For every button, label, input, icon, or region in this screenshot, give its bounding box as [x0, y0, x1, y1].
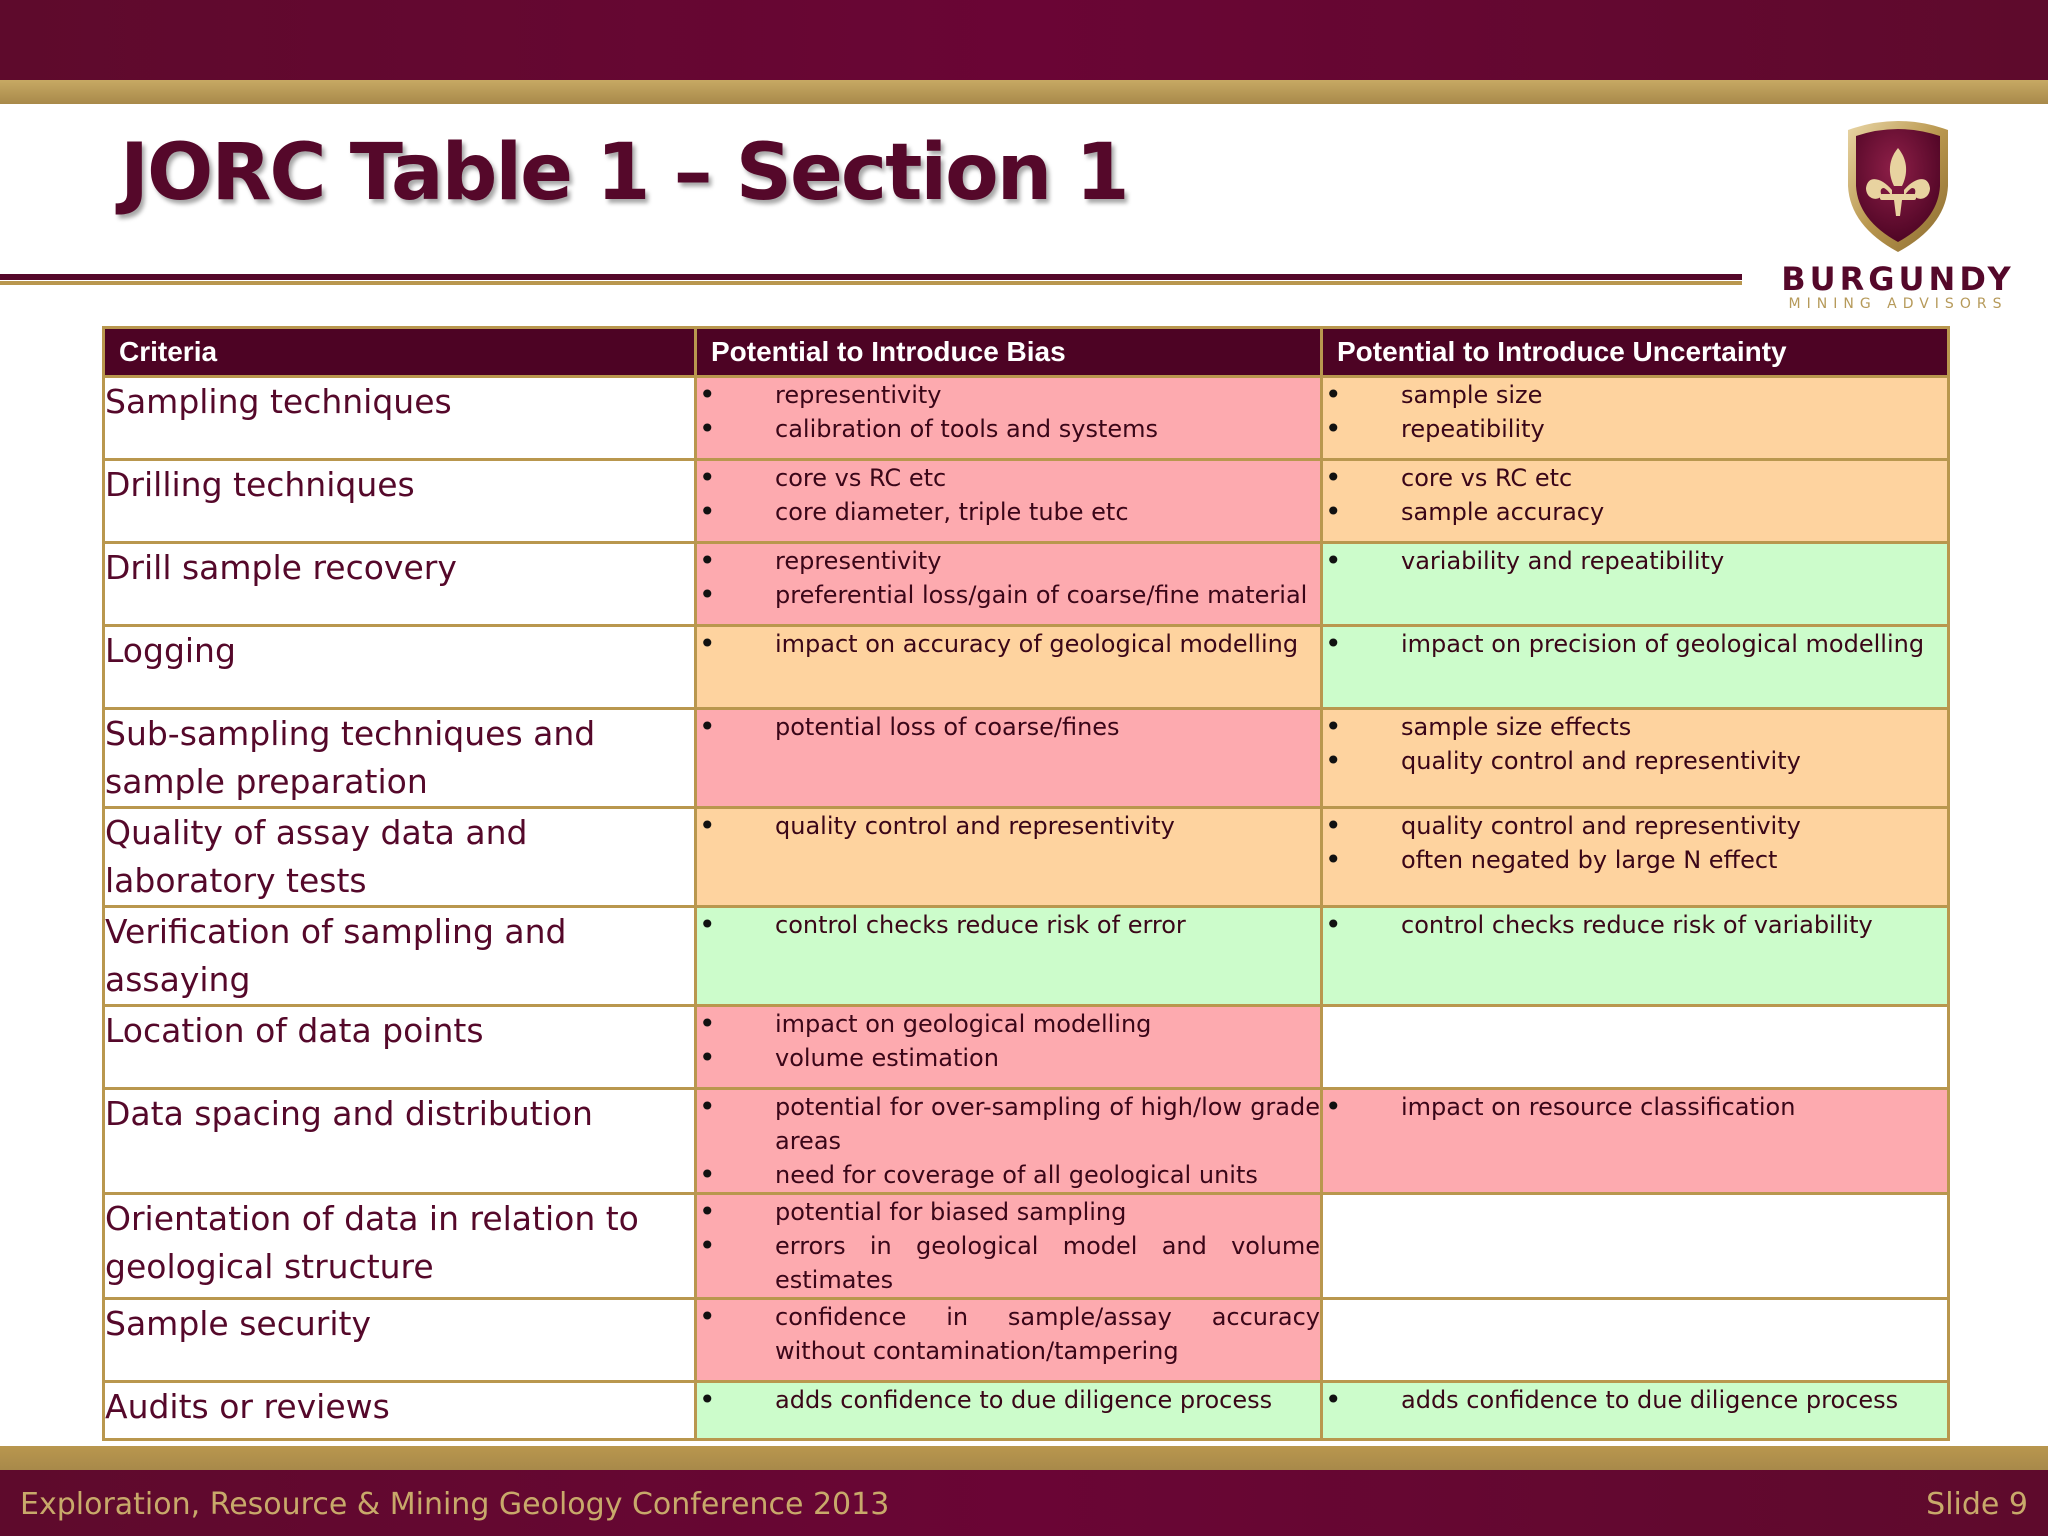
uncertainty-cell [1322, 907, 1949, 1006]
list-item: • potential loss of coarse/fines [697, 710, 1320, 744]
list-item: • representivity [697, 378, 1320, 412]
uncertainty-cell [1322, 1194, 1949, 1299]
table-row [104, 1006, 1949, 1089]
list-item: • preferential loss/gain of coarse/fine material [697, 578, 1320, 612]
uncertainty-list [1323, 627, 1947, 661]
slide-number: Slide 9 [1926, 1487, 2028, 1522]
bias-list [697, 1383, 1320, 1417]
table-row [104, 1299, 1949, 1382]
bias-cell [696, 1194, 1322, 1299]
list-item: • potential for over-sampling of high/low grade areas [697, 1090, 1320, 1158]
header-bias: Potential to Introduce Bias [696, 328, 1322, 377]
bias-list [697, 710, 1320, 744]
criteria-cell: Sample security [104, 1299, 696, 1382]
company-logo [1770, 116, 2026, 316]
list-item: • need for coverage of all geological units [697, 1158, 1320, 1192]
logo-subtitle: MINING ADVISORS [1788, 296, 2008, 312]
uncertainty-cell [1322, 460, 1949, 543]
list-item: • control checks reduce risk of variability [1323, 908, 1947, 942]
criteria-cell: Drill sample recovery [104, 543, 696, 626]
list-item: • variability and repeatibility [1323, 544, 1947, 578]
uncertainty-list [1323, 1383, 1947, 1417]
list-item: • representivity [697, 544, 1320, 578]
jorc-table [102, 326, 1950, 1441]
uncertainty-cell [1322, 626, 1949, 709]
list-item: • sample accuracy [1323, 495, 1947, 529]
list-item: • errors in geological model and volume estimates [697, 1229, 1320, 1297]
bias-cell [696, 377, 1322, 460]
uncertainty-list [1323, 908, 1947, 942]
bias-cell [696, 709, 1322, 808]
bias-list [697, 1300, 1320, 1368]
bias-list [697, 378, 1320, 446]
list-item: • impact on precision of geological modelling [1323, 627, 1947, 661]
criteria-cell: Location of data points [104, 1006, 696, 1089]
criteria-cell: Verification of sampling and assaying [104, 907, 696, 1006]
uncertainty-cell [1322, 1089, 1949, 1194]
bias-cell [696, 460, 1322, 543]
logo-name: BURGUNDY [1781, 260, 2015, 298]
list-item: • core vs RC etc [697, 461, 1320, 495]
uncertainty-cell [1322, 1382, 1949, 1440]
criteria-cell: Orientation of data in relation to geological structure [104, 1194, 696, 1299]
list-item: • quality control and representivity [1323, 809, 1947, 843]
list-item: • volume estimation [697, 1041, 1320, 1075]
uncertainty-cell [1322, 808, 1949, 907]
uncertainty-list [1323, 1090, 1947, 1124]
uncertainty-cell [1322, 1299, 1949, 1382]
bias-cell [696, 907, 1322, 1006]
bias-cell [696, 1299, 1322, 1382]
criteria-cell: Sub-sampling techniques and sample preparation [104, 709, 696, 808]
table-row [104, 709, 1949, 808]
uncertainty-list [1323, 809, 1947, 877]
bias-list [697, 1007, 1320, 1075]
top-gold-stripe [0, 80, 2048, 104]
criteria-cell: Data spacing and distribution [104, 1089, 696, 1194]
header-uncertainty: Potential to Introduce Uncertainty [1322, 328, 1949, 377]
slide-title: JORC Table 1 – Section 1 [120, 128, 1128, 218]
list-item: • core vs RC etc [1323, 461, 1947, 495]
list-item: • adds confidence to due diligence process [1323, 1383, 1947, 1417]
fleur-de-lis-shield-icon [1836, 116, 1960, 256]
bias-cell [696, 626, 1322, 709]
criteria-cell: Quality of assay data and laboratory tests [104, 808, 696, 907]
bottom-gold-stripe [0, 1446, 2048, 1470]
table-row [104, 808, 1949, 907]
list-item: • confidence in sample/assay accuracy without contamination/tampering [697, 1300, 1320, 1368]
uncertainty-cell [1322, 709, 1949, 808]
uncertainty-list [1323, 378, 1947, 446]
footer-conference: Exploration, Resource & Mining Geology Conference 2013 [20, 1487, 890, 1522]
uncertainty-list [1323, 461, 1947, 529]
table-header-row [104, 328, 1949, 377]
table-row [104, 543, 1949, 626]
title-underline [0, 274, 1742, 280]
bias-cell [696, 1006, 1322, 1089]
list-item: • quality control and representivity [1323, 744, 1947, 778]
list-item: • impact on accuracy of geological modelling [697, 627, 1320, 661]
uncertainty-list [1323, 710, 1947, 778]
table-row [104, 460, 1949, 543]
criteria-cell: Audits or reviews [104, 1382, 696, 1440]
criteria-cell: Logging [104, 626, 696, 709]
list-item: • sample size [1323, 378, 1947, 412]
bias-list [697, 908, 1320, 942]
list-item: • impact on resource classification [1323, 1090, 1947, 1124]
table-row [104, 626, 1949, 709]
table-row [104, 1089, 1949, 1194]
criteria-cell: Drilling techniques [104, 460, 696, 543]
bias-list [697, 461, 1320, 529]
list-item: • potential for biased sampling [697, 1195, 1320, 1229]
list-item: • repeatibility [1323, 412, 1947, 446]
uncertainty-cell [1322, 1006, 1949, 1089]
uncertainty-list [1323, 544, 1947, 578]
table-row [104, 1382, 1949, 1440]
table-row [104, 907, 1949, 1006]
bias-list [697, 1090, 1320, 1192]
title-underline-gold [0, 281, 1742, 285]
list-item: • often negated by large N effect [1323, 843, 1947, 877]
list-item: • sample size effects [1323, 710, 1947, 744]
list-item: • calibration of tools and systems [697, 412, 1320, 446]
list-item: • adds confidence to due diligence process [697, 1383, 1320, 1417]
bias-cell [696, 1382, 1322, 1440]
table-row [104, 377, 1949, 460]
list-item: • impact on geological modelling [697, 1007, 1320, 1041]
top-banner [0, 0, 2048, 80]
bias-list [697, 627, 1320, 661]
bias-cell [696, 808, 1322, 907]
uncertainty-cell [1322, 377, 1949, 460]
list-item: • quality control and representivity [697, 809, 1320, 843]
bias-cell [696, 1089, 1322, 1194]
criteria-cell: Sampling techniques [104, 377, 696, 460]
table-row [104, 1194, 1949, 1299]
list-item: • control checks reduce risk of error [697, 908, 1320, 942]
bias-list [697, 544, 1320, 612]
uncertainty-cell [1322, 543, 1949, 626]
bias-list [697, 809, 1320, 843]
list-item: • core diameter, triple tube etc [697, 495, 1320, 529]
bias-list [697, 1195, 1320, 1297]
header-criteria: Criteria [104, 328, 696, 377]
bias-cell [696, 543, 1322, 626]
